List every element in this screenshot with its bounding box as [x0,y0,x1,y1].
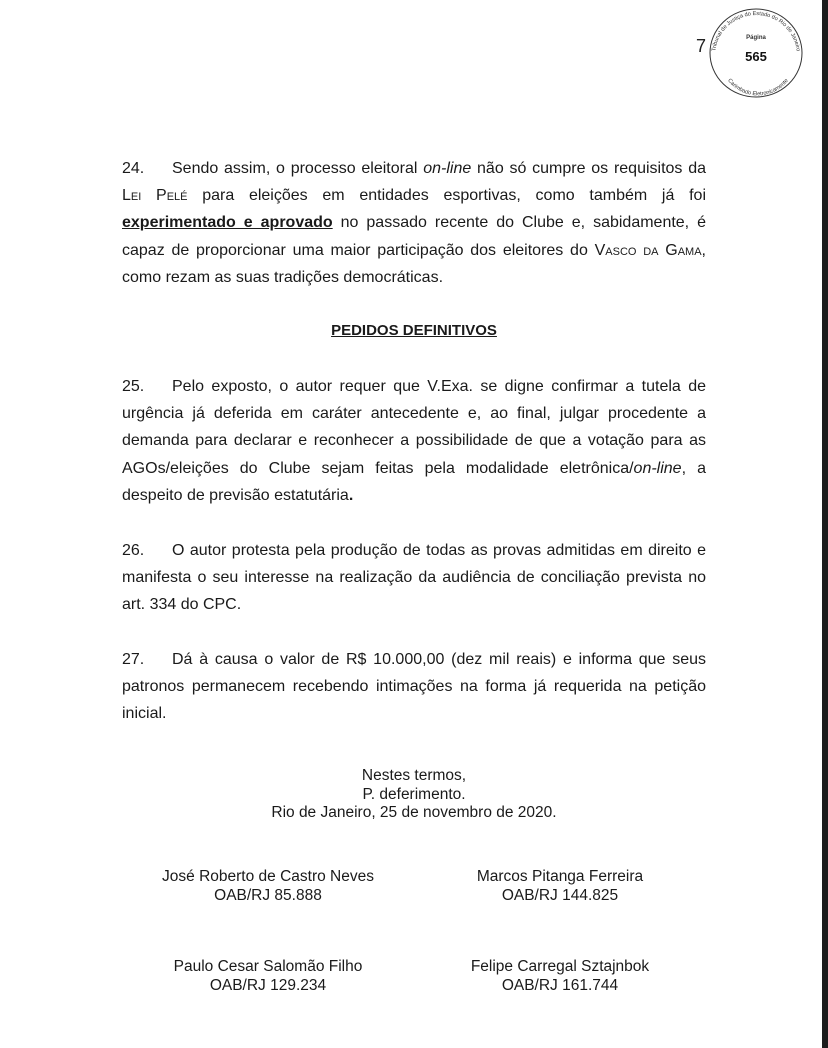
paragraph-text: , a despeito de previsão estatutária [122,459,706,504]
paragraph-26 [122,537,706,619]
paragraph-text: no passado recente do Clube e, sabidamente, é capaz de proporcionar uma maior participação dos eleitores do [122,214,706,259]
paragraph-text: para eleições em entidades esportivas, como também já foi [187,187,706,205]
page-number: 7 [696,36,707,56]
signatory-oab: OAB/RJ 85.888 [214,886,322,904]
paragraph-text: , como rezam as suas tradições democráticas. [122,241,706,286]
paragraph-text: não só cumpre os requisitos da [471,160,706,177]
signatory [138,958,398,995]
court-stamp [703,4,809,102]
stamp-arc-top: Tribunal de Justiça do Estado do Rio de Janeiro [711,10,801,52]
paragraph-number: 25. [122,378,145,395]
signatory-oab: OAB/RJ 144.825 [501,886,619,904]
stamp-label: Página [746,35,766,41]
paragraph-text: . [348,486,354,504]
paragraph-text: O autor protesta pela produção de todas as provas admitidas em direito e manifesta o seu interesse na realização da audiência de conciliação prevista no art. 334 do CPC. [122,542,706,614]
paragraph-25 [122,373,706,509]
signatory-name: Felipe Carregal Sztajnbok [470,958,650,975]
svg-text:Carimbado Eletronicamente [726,78,790,98]
signatory [430,958,690,995]
signatory [430,868,690,905]
stamp-seal [703,4,809,102]
section-heading: PEDIDOS DEFINITIVOS [331,322,497,339]
closing-line-date: Rio de Janeiro, 25 de novembro de 2020. [271,804,557,821]
signatory-oab: OAB/RJ 129.234 [209,976,327,994]
paragraph-24 [122,155,706,291]
paragraph-text: on-line [423,160,472,177]
paragraph-text: Lei Pelé [122,187,188,205]
paragraph-text: Pelo exposto, o autor requer que V.Exa. se digne confirmar a tutela de urgência já deferida em caráter antecedente e, ao final, julgar procedente a demanda para declarar e reconhecer a possibilidade de que a votação para as AGOs/eleições do Clube sejam feitas pela modalidade eletrônica/ [122,378,706,477]
paragraph-text: experimentado e aprovado [122,214,333,232]
paragraph-text: Dá à causa o valor de R$ 10.000,00 (dez mil reais) e informa que seus patronos permanecem recebendo intimações na forma já requerida na petição inicial. [122,651,706,723]
paragraph-number: 26. [122,542,145,559]
window-edge-strip [822,0,828,1048]
paragraph-text: Vasco da Gama [594,241,702,259]
paragraph-text: Sendo assim, o processo eleitoral [172,160,424,177]
stamp-page-number: 565 [745,49,767,64]
closing-block [0,767,828,823]
svg-text:Tribunal de Justiça do Estado [711,11,800,52]
paragraph-text: on-line [633,459,682,477]
signatory [138,868,398,905]
stamp-arc-bottom: Carimbado Eletronicamente [726,77,790,98]
signatory-name: Marcos Pitanga Ferreira [476,868,644,885]
signatory-name: José Roberto de Castro Neves [162,868,374,885]
paragraph-number: 27. [122,651,145,668]
paragraph-27 [122,646,706,728]
paragraph-number: 24. [122,160,145,177]
closing-line-request: P. deferimento. [362,785,466,803]
closing-line-terms: Nestes termos, [361,767,467,784]
signatory-oab: OAB/RJ 161.744 [501,976,619,994]
signatory-name: Paulo Cesar Salomão Filho [173,958,363,975]
